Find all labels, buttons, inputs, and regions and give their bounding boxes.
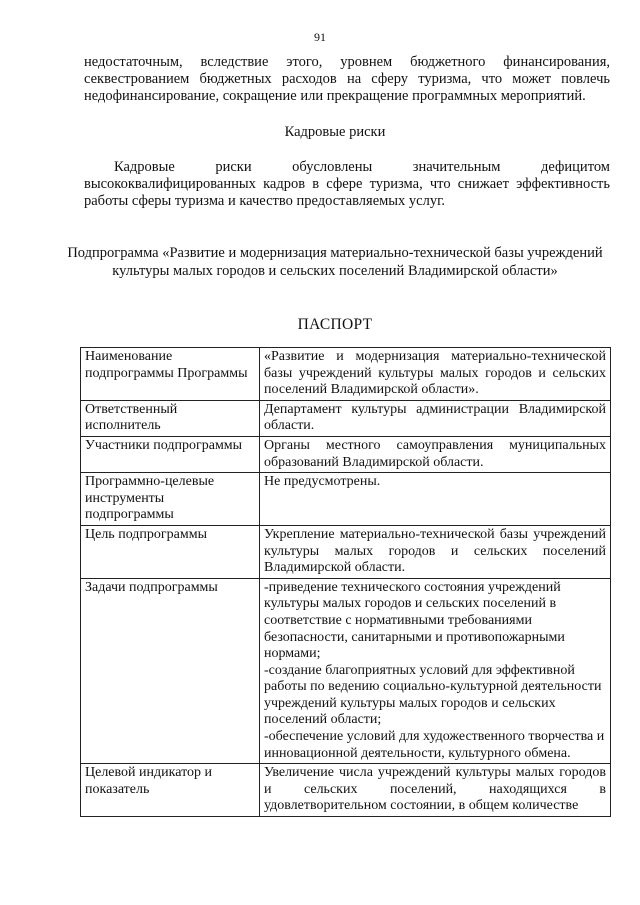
row-value: Департамент культуры администрации Владимирской области. (260, 400, 611, 436)
table-row (81, 473, 611, 526)
row-label: Цель подпрограммы (81, 525, 260, 578)
row-value: Укрепление материально-технической базы учреждений культуры малых городов и сельских поселений Владимирской области. (260, 525, 611, 578)
passport-table (80, 347, 611, 817)
row-value: Увеличение числа учреждений культуры малых городов и сельских поселений, находящихся в удовлетворительном состоянии, в общем количестве (260, 764, 611, 817)
row-value: «Развитие и модернизация материально-технической базы учреждений культуры малых городов и сельских поселений Владимирской области». (260, 348, 611, 401)
row-label: Участники подпрограммы (81, 436, 260, 472)
table-row (81, 348, 611, 401)
row-label: Задачи подпрограммы (81, 578, 260, 764)
table-row (81, 436, 611, 472)
task-item: -создание благоприятных условий для эффективной работы по ведению социально-культурной деятельности учреждений культуры малых городов и сельских поселений области; (264, 662, 602, 728)
row-value: Не предусмотрены. (260, 473, 611, 526)
table-row (81, 578, 611, 764)
row-label: Программно-целевые инструменты подпрограммы (81, 473, 260, 526)
paragraph-staff-risks: Кадровые риски обусловлены значительным дефицитом высококвалифицированных кадров в сфере туризма, что снижает эффективность работы сферы туризма и качество предоставляемых услуг. (84, 159, 610, 209)
row-label: Целевой индикатор и показатель (81, 764, 260, 817)
section-title-staff-risks: Кадровые риски (284, 124, 386, 140)
task-item: -приведение технического состояния учреждений культуры малых городов и сельских поселений в соответствие с нормативными требованиями безопасности, санитарными и противопожарными нормами; (264, 579, 565, 662)
passport-title: ПАСПОРТ (297, 316, 373, 333)
task-item: -обеспечение условий для художественного творчества и инновационной деятельности, культурного обмена. (264, 729, 605, 761)
row-label: Ответственный исполнитель (81, 400, 260, 436)
row-label: Наименование подпрограммы Программы (81, 348, 260, 401)
paragraph-funding-risk: недостаточным, вследствие этого, уровнем бюджетного финансирования, секвестрованием бюджетных расходов на сферу туризма, что может повлечь недофинансирование, сокращение или прекращение программных мероприятий. (84, 54, 610, 104)
table-row (81, 400, 611, 436)
table-row (81, 764, 611, 817)
page-number: 91 (314, 30, 326, 44)
row-value: Органы местного самоуправления муниципальных образований Владимирской области. (260, 436, 611, 472)
tasks-list (260, 578, 611, 764)
table-row (81, 525, 611, 578)
subprogram-title: Подпрограмма «Развитие и модернизация материально-технической базы учреждений культуры малых городов и сельских поселений Владимирской области» (67, 245, 603, 279)
